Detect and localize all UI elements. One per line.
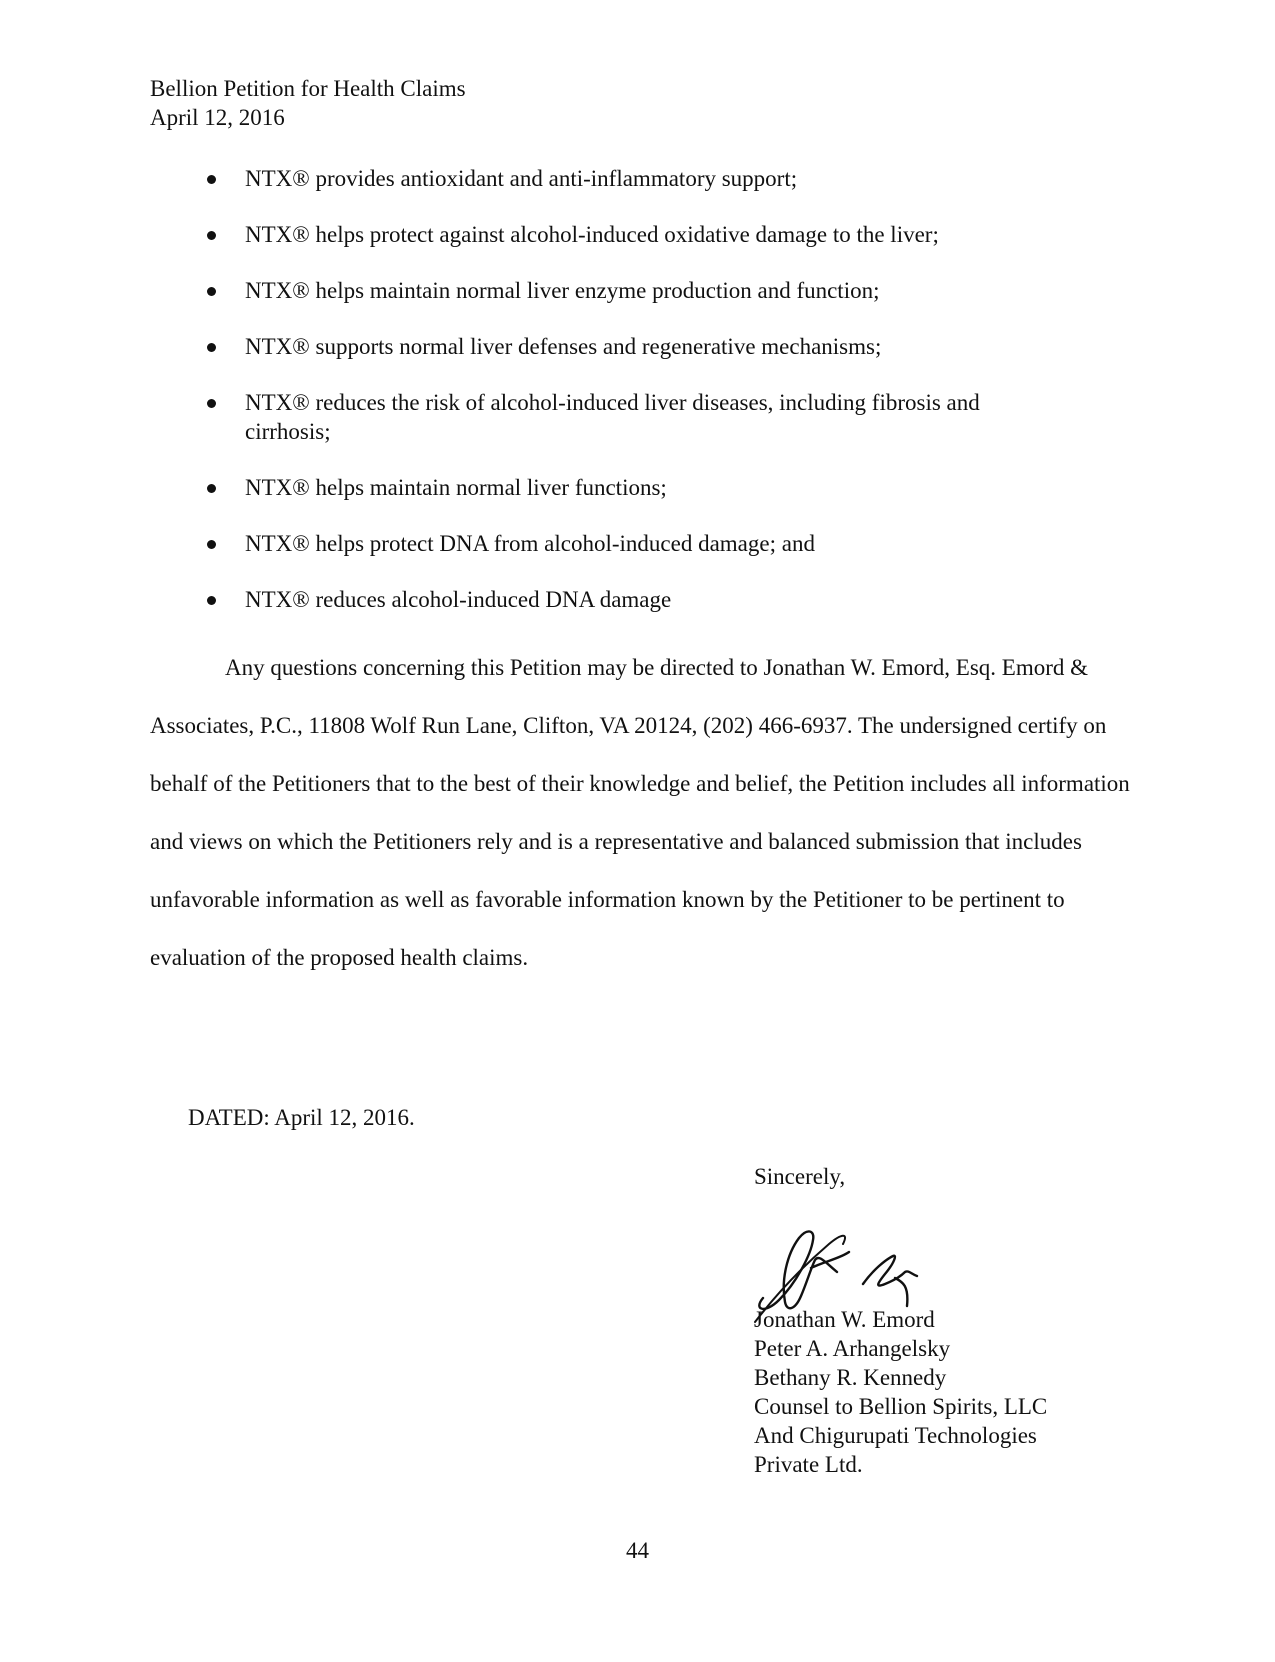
list-item: NTX® reduces the risk of alcohol-induced liver diseases, including fibrosis and cirrhosis; (0, 388, 1025, 446)
bullet-icon (207, 287, 216, 296)
bullet-icon (207, 484, 216, 493)
list-item: NTX® helps maintain normal liver functions; (0, 473, 1025, 502)
header-date: April 12, 2016 (150, 105, 285, 130)
list-item: NTX® provides antioxidant and anti-inflammatory support; (0, 164, 1025, 193)
bullet-icon (207, 343, 216, 352)
header-title: Bellion Petition for Health Claims (150, 76, 466, 101)
signer-role: Counsel to Bellion Spirits, LLC (754, 1394, 1048, 1419)
signer-role: And Chigurupati Technologies (754, 1423, 1037, 1448)
bullet-icon (207, 540, 216, 549)
signer-name: Bethany R. Kennedy (754, 1365, 947, 1390)
list-item: NTX® supports normal liver defenses and regenerative mechanisms; (0, 332, 1025, 361)
signer-role: Private Ltd. (754, 1452, 863, 1477)
list-item: NTX® helps protect against alcohol-induced oxidative damage to the liver; (0, 220, 1025, 249)
page-number: 44 (626, 1538, 649, 1563)
signature-block (754, 1305, 1047, 1479)
closing-salutation: Sincerely, (754, 1164, 846, 1189)
list-item: NTX® helps protect DNA from alcohol-induced damage; and (0, 529, 1025, 558)
list-item: NTX® helps maintain normal liver enzyme production and function; (0, 276, 1025, 305)
bullet-icon (207, 596, 216, 605)
bullet-icon (207, 231, 216, 240)
dated-line: DATED: April 12, 2016. (188, 1105, 415, 1130)
bullet-icon (207, 175, 216, 184)
running-header (150, 74, 466, 132)
bullet-icon (207, 399, 216, 408)
health-claims-list (0, 164, 1275, 641)
list-item: NTX® reduces alcohol-induced DNA damage (0, 585, 1025, 614)
signer-name: Peter A. Arhangelsky (754, 1336, 951, 1361)
certification-paragraph: Any questions concerning this Petition may be directed to Jonathan W. Emord, Esq. Emord & Associates, P.C., 11808 Wolf Run Lane, Clifton, VA 20124, (202) 466-6937. The undersigned certify on behalf of the Petitioners that to the best of their knowledge and belief, the Petition includes all information and views on which the Petitioners rely and is a representative and balanced submission that includes unfavorable information as well as favorable information known by the Petitioner to be pertinent to evaluation of the proposed health claims. (150, 655, 1130, 970)
signer-name: Jonathan W. Emord (754, 1307, 935, 1332)
